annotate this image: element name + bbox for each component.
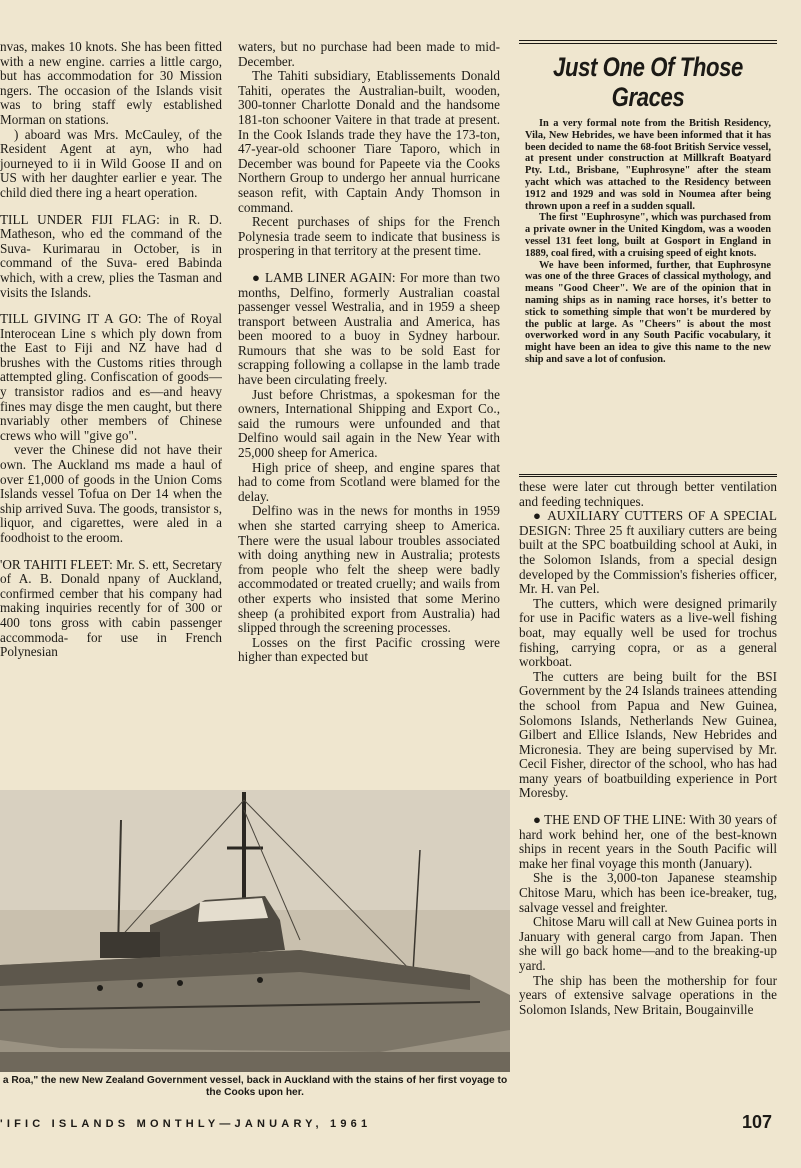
section-kicker: TILL UNDER FIJI FLAG: bbox=[0, 211, 160, 227]
middle-paragraph: Delfino was in the news for months in 1959 when she started carrying sheep to America. There were the usual labour troubles associated with doing anything new in Australia; protests from people who felt the sheep were badly accommodated or treated cruelly; and wails from other experts who insisted that some Merino sheep (a prohibited export from Australia) had slipped through the screening processes. bbox=[238, 503, 500, 636]
paragraph-text: With 30 years of hard work behind her, one of the best-known ships in recent years in the South Pacific will make her final voyage this month (January). bbox=[519, 812, 777, 871]
right-paragraph: these were later cut through better ventilation and feeding techniques. bbox=[519, 480, 777, 509]
right-paragraph: Chitose Maru will call at New Guinea ports in January with general cargo from Japan. Then she will go back home—and to the breaking-up yard. bbox=[519, 914, 777, 973]
middle-paragraph bbox=[238, 271, 500, 388]
right-column bbox=[519, 480, 777, 1110]
middle-column bbox=[238, 40, 500, 780]
ship-illustration bbox=[0, 790, 510, 1072]
photo-caption: a Roa," the new New Zealand Government vessel, back in Auckland with the stains of her first voyage to the Cooks upon her. bbox=[2, 1075, 508, 1098]
right-paragraph bbox=[519, 813, 777, 871]
boxed-article bbox=[519, 40, 777, 477]
box-body bbox=[519, 118, 777, 366]
paragraph-text: in R. D. Matheson, who ed the command of the Suva- Kurimarau in October, is in command of the Suva- ered Babinda which, with a crew, plies the Tasman and visits the Islands. bbox=[0, 211, 222, 300]
middle-paragraph: Recent purchases of ships for the French Polynesia trade seem to indicate that business is prospering in that territory at the present time. bbox=[238, 214, 500, 259]
middle-paragraph: waters, but no purchase had been made to mid-December. bbox=[238, 40, 500, 69]
section-kicker: ● THE END OF THE LINE: bbox=[533, 812, 687, 828]
middle-paragraph: The Tahiti subsidiary, Etablissements Donald Tahiti, operates the Australian-built, wooden, 300-tonner Charlotte Donald and the handsome 181-ton schooner Vaitere in that trade at present. In the Cook Islands trade they have the 173-ton, 47-year-old schooner Tiare Taporo, which in December was bound for Papeete via the Cooks Northern Group to undergo her annual hurricane season refit, with Captain Andy Thomson in command. bbox=[238, 68, 500, 215]
left-paragraph bbox=[0, 312, 222, 443]
paragraph-text: The of Royal Interocean Line s which ply down from the East to Fiji and NZ have had d brushes with the Customs rities through attempted gling. Confiscation of goods— y transistor radios and es—and heavy fines may disge the men caught, but there nvariably other members of Chinese crews who will "give go". bbox=[0, 311, 222, 443]
ship-photo bbox=[0, 790, 510, 1072]
left-paragraph bbox=[0, 213, 222, 301]
left-paragraph: vever the Chinese did not have their own. The Auckland ms made a haul of over £1,000 of goods in the Union Coms Islands vessel Tofua on Der 14 when the ship arrived Suva. The goods, transistor s, liquor, and cigarettes, were aled in a foodhoist to the eroom. bbox=[0, 442, 222, 545]
right-paragraph: She is the 3,000-ton Japanese steamship Chitose Maru, which has been ice-breaker, tug, salvage vessel and freighter. bbox=[519, 870, 777, 915]
left-paragraph: nvas, makes 10 knots. She has been fitted with a new engine. carries a little cargo, but has accommodation for 30 Mission ngers. The occasion of the Islands visit was to bring staff ewly established Morman on stations. bbox=[0, 40, 222, 127]
paragraph-text: Three 25 ft auxiliary cutters are being built at the SPC boatbuilding school at Auki, in the Solomon Islands, from a special design developed by the Commission's fisheries officer, Mr. H. van Pel. bbox=[519, 522, 777, 597]
box-headline: Just One Of Those Graces bbox=[553, 52, 743, 112]
section-kicker: 'OR TAHITI FLEET: bbox=[0, 556, 113, 572]
box-paragraph: The first "Euphrosyne", which was purchased from a private owner in the United Kingdom, was a wooden vessel 131 feet long, built at Gosport in England in 1889, coal fired, with a cruising speed of eight knots. bbox=[525, 212, 771, 259]
page-number: 107 bbox=[742, 1112, 773, 1132]
section-kicker: ● LAMB LINER AGAIN: bbox=[252, 269, 396, 285]
left-paragraph bbox=[0, 558, 222, 660]
paragraph-text: For more than two months, Delfino, formerly Australian coastal passenger vessel Westralia, and in 1959 a sheep transport between Australia and America, has been moored to a buoy in Sydney harbour. Rumours that she was to be sold East for scrapping following a collapse in the lamb trade have been circulating freely. bbox=[238, 269, 500, 388]
left-paragraph: ) aboard was Mrs. McCauley, of the Resident Agent at ayn, who had journeyed to ii in Wild Goose II and on US with her daughter earlier e year. The child died there ing a heart operation. bbox=[0, 126, 222, 200]
left-column bbox=[0, 40, 222, 775]
right-paragraph: The cutters, which were designed primarily for use in Pacific waters as a live-well fishing boat, may equally well be used for trochus fishing, carrying copra, or as a general workboat. bbox=[519, 595, 777, 670]
middle-paragraph: Just before Christmas, a spokesman for the owners, International Shipping and Export Co., said the rumours were unfounded and that Delfino would sail again in the New Year with 25,000 sheep for America. bbox=[238, 386, 500, 461]
middle-paragraph: Losses on the first Pacific crossing were higher than expected but bbox=[238, 634, 500, 665]
paragraph-text: Mr. S. ett, Secretary of A. B. Donald npany of Auckland, confirmed cember that his company had making inquiries recently for of 300 or 400 tons gross with cabin passenger accommoda- for use in French Polynesian bbox=[0, 556, 222, 660]
page-footer: 'IFIC ISLANDS MONTHLY—JANUARY, 1961 bbox=[0, 1118, 372, 1130]
box-paragraph: In a very formal note from the British Residency, Vila, New Hebrides, we have been informed that it has been decided to name the 68-foot British Service vessel, at present under construction at Millkraft Boatyard Pty. Ltd., Brisbane, "Euphrosyne" after the steam yacht which was attached to the Residency between 1912 and 1929 and was sold in Noumea after being thrown upon a reef in a sudden squall. bbox=[525, 118, 771, 212]
right-paragraph bbox=[519, 509, 777, 597]
middle-paragraph: High price of sheep, and engine spares that had to come from Scotland were blamed for the delay. bbox=[238, 459, 500, 504]
section-kicker: ● AUXILIARY CUTTERS OF A SPECIAL DESIGN: bbox=[519, 508, 777, 538]
box-paragraph: We have been informed, further, that Euphrosyne was one of the three Graces of classical mythology, and means "Good Cheer". We are of the opinion that in naming ships as in naming race horses, it's better to stick to something simple that won't be murdered by the public at large. As "Cheers" is about the most overworked word in any South Pacific vocabulary, it might have been an idea to give this name to the new ship and save a lot of confusion. bbox=[525, 259, 771, 365]
section-kicker: TILL GIVING IT A GO: bbox=[0, 311, 142, 327]
right-paragraph: The cutters are being built for the BSI Government by the 24 Islands trainees attending the school from Papua and New Guinea, Solomons Islands, Netherlands New Guinea, Gilbert and Ellice Islands, New Hebrides and Micronesia. They are being supervised by Mr. Cecil Fisher, director of the school, who has had many years of boatbuilding experience in Port Moresby. bbox=[519, 668, 777, 801]
right-paragraph: The ship has been the mothership for four years of extensive salvage operations in the Solomon Islands, New Britain, Bougainville bbox=[519, 972, 777, 1017]
